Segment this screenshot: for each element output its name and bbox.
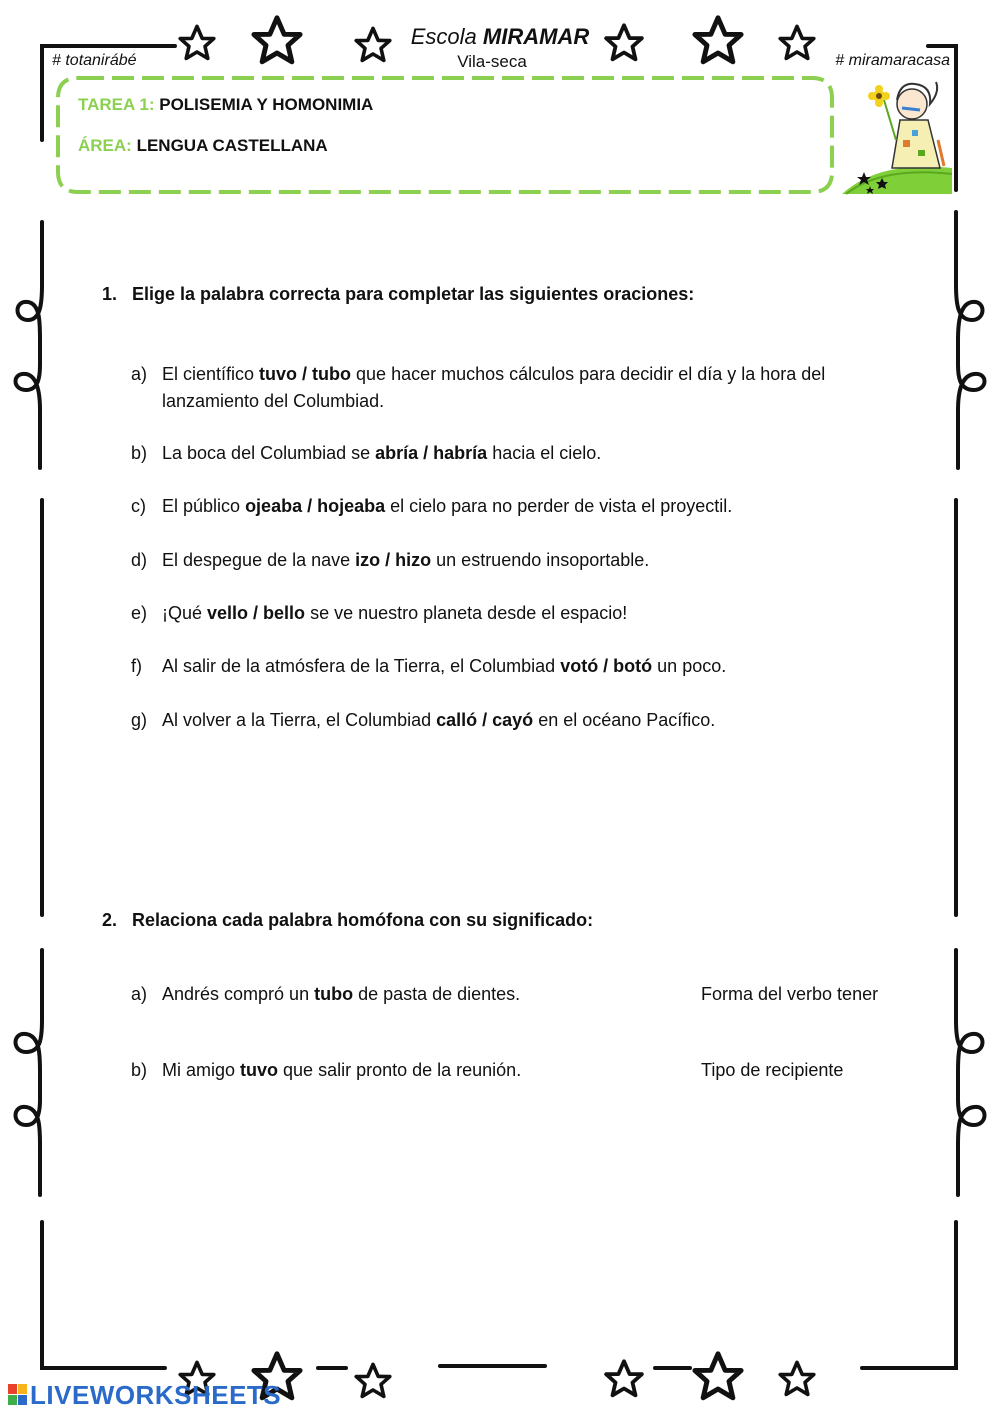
exercise-2-item (131, 981, 691, 1008)
exercise-1-item (131, 653, 921, 680)
definition-option[interactable]: Forma del verbo tener (701, 984, 879, 1004)
word-options[interactable]: abría / habría (375, 443, 488, 463)
definition-option[interactable]: Tipo de recipiente (701, 1060, 844, 1080)
item-letter: b) (131, 1060, 148, 1080)
item-sentence: Al salir de la atmósfera de la Tierra, el Columbiad votó / botó un poco. (162, 656, 727, 676)
school-name: MIRAMAR (482, 24, 590, 49)
word-options[interactable]: izo / hizo (355, 550, 432, 570)
frame-right-ornament-2 (956, 950, 985, 1195)
frame-left-ornament-1 (16, 222, 43, 468)
exercise-1-item (131, 493, 921, 520)
school-prefix: Escola (410, 24, 477, 49)
exercise-1-item (131, 547, 921, 574)
item-sentence: El científico tuvo / tubo que hacer muchos cálculos para decidir el día y la hora del lanzamiento del Columbiad. (162, 364, 826, 411)
school-title (0, 24, 1000, 50)
exercise-2-title (102, 910, 593, 931)
frame-left-ornament-2 (16, 950, 43, 1195)
word-options[interactable]: ojeaba / hojeaba (245, 496, 386, 516)
exercise-number: 1. (102, 284, 118, 304)
exercise-1-item (131, 361, 921, 415)
word-options[interactable]: vello / bello (207, 603, 306, 623)
homophone-word[interactable]: tuvo (240, 1060, 279, 1080)
item-sentence: Andrés compró un tubo de pasta de dientes. (162, 984, 521, 1004)
item-sentence: El despegue de la nave izo / hizo un estruendo insoportable. (162, 550, 650, 570)
area-key: ÁREA: (78, 136, 132, 155)
area-value: LENGUA CASTELLANA (136, 136, 328, 155)
item-letter: f) (131, 656, 142, 676)
word-options[interactable]: calló / cayó (436, 710, 534, 730)
school-town: Vila-seca (457, 52, 527, 71)
word-options[interactable]: votó / botó (560, 656, 653, 676)
item-letter: e) (131, 603, 148, 623)
brand-text: LIVEWORKSHEETS (30, 1380, 282, 1410)
exercise-1-item (131, 600, 921, 627)
item-sentence: Al volver a la Tierra, el Columbiad calló / cayó en el océano Pacífico. (162, 710, 716, 730)
hashtag-left: # totanirábé (52, 52, 137, 69)
frame-right-ornament-1 (956, 212, 985, 468)
exercise-1-title (102, 284, 694, 305)
task-line (78, 95, 373, 115)
hashtag-right: # miramaracasa (835, 52, 950, 69)
mascot-illustration-icon (842, 82, 952, 194)
area-line (78, 136, 328, 156)
exercise-number: 2. (102, 910, 118, 930)
item-sentence: Mi amigo tuvo que salir pronto de la reunión. (162, 1060, 522, 1080)
item-letter: a) (131, 364, 148, 384)
item-letter: g) (131, 710, 148, 730)
liveworksheets-logo-icon (8, 1384, 28, 1406)
item-sentence: La boca del Columbiad se abría / habría hacia el cielo. (162, 443, 602, 463)
item-letter: c) (131, 496, 146, 516)
exercise-instructions: Relaciona cada palabra homófona con su significado: (132, 910, 594, 930)
frame-bottom-right (862, 1222, 956, 1368)
liveworksheets-brand (8, 1380, 281, 1411)
item-sentence: ¡Qué vello / bello se ve nuestro planeta desde el espacio! (162, 603, 628, 623)
exercise-instructions: Elige la palabra correcta para completar las siguientes oraciones: (132, 284, 695, 304)
item-letter: a) (131, 984, 148, 1004)
item-letter: b) (131, 443, 148, 463)
frame-bottom-left (42, 1222, 165, 1368)
item-letter: d) (131, 550, 148, 570)
task-key: TAREA 1: (78, 95, 155, 114)
homophone-word[interactable]: tubo (314, 984, 354, 1004)
exercise-2-item (131, 1057, 691, 1084)
item-sentence: El público ojeaba / hojeaba el cielo para no perder de vista el proyectil. (162, 496, 733, 516)
exercise-1-item (131, 707, 921, 734)
task-value: POLISEMIA Y HOMONIMIA (159, 95, 374, 114)
word-options[interactable]: tuvo / tubo (259, 364, 352, 384)
exercise-1-item (131, 440, 921, 467)
